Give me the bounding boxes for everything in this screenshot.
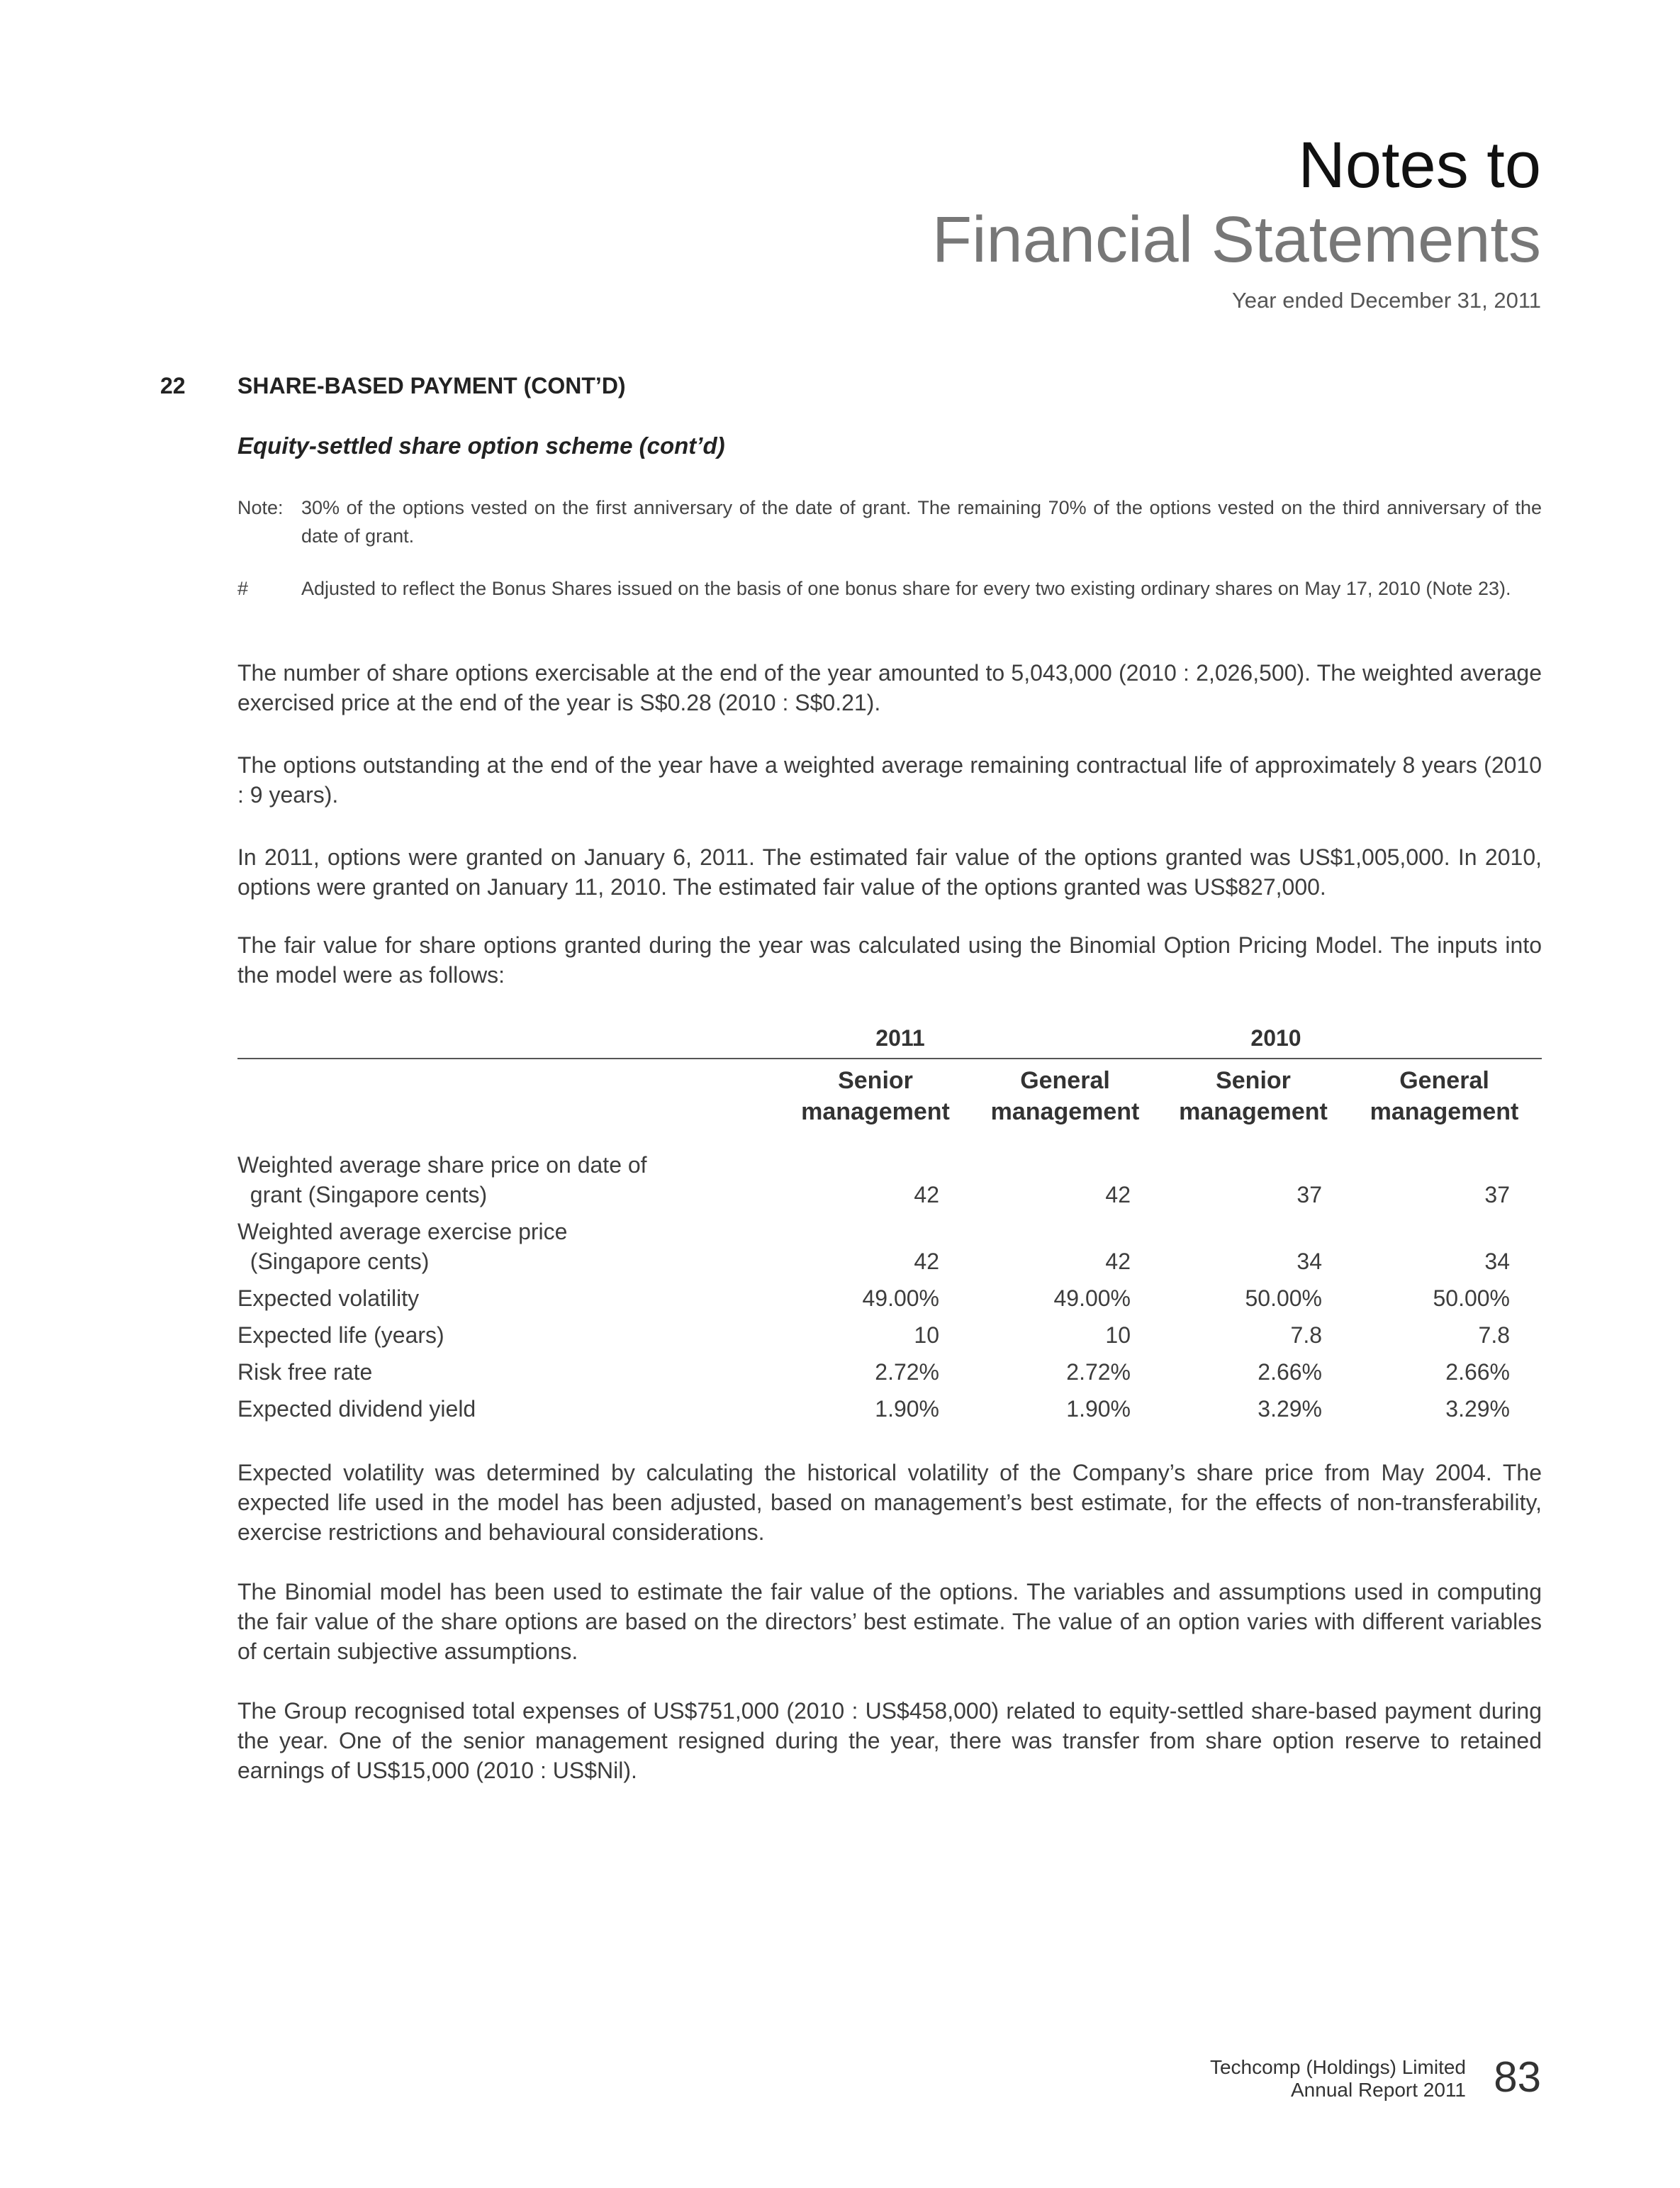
footer-company-block bbox=[1210, 2056, 1466, 2102]
section-subtitle: Equity-settled share option scheme (cont’d) bbox=[237, 432, 725, 459]
header-subtitle: Year ended December 31, 2011 bbox=[1231, 288, 1541, 313]
column-header-line1: Senior bbox=[1216, 1067, 1291, 1094]
note-bonus-shares bbox=[237, 574, 1542, 603]
column-header bbox=[1357, 1065, 1531, 1127]
table-cell: 42 bbox=[1105, 1182, 1131, 1207]
table-cell: 42 bbox=[914, 1182, 939, 1207]
table-cell: 7.8 bbox=[1478, 1322, 1510, 1348]
paragraph-expenses: The Group recognised total expenses of US$751,000 (2010 : US$458,000) related to equity-settled share-based payment during the year. One of the senior management resigned during the year, there was transfer from share option reserve to retained earnings of US$15,000 (2010 : US$Nil). bbox=[237, 1698, 1542, 1783]
paragraph-granted: In 2011, options were granted on January 6, 2011. The estimated fair value of the options granted was US$1,005,000. In 2010, options were granted on January 11, 2010. The estimated fair value of the options granted was US$827,000. bbox=[237, 844, 1542, 900]
column-header bbox=[978, 1065, 1152, 1127]
table-cell: 3.29% bbox=[1258, 1396, 1322, 1422]
column-header-line1: Senior bbox=[838, 1067, 913, 1094]
paragraph-outstanding: The options outstanding at the end of the year have a weighted average remaining contractual life of approximately 8 years (2010 : 9 years). bbox=[237, 752, 1542, 808]
table-cell: 10 bbox=[1105, 1322, 1131, 1348]
header-title-line1: Notes to bbox=[1298, 129, 1541, 201]
table-cell: 49.00% bbox=[862, 1285, 939, 1311]
table-cell: 2.66% bbox=[1445, 1359, 1510, 1385]
section-title: SHARE-BASED PAYMENT (CONT’D) bbox=[237, 373, 626, 398]
footer-company: Techcomp (Holdings) Limited bbox=[1209, 2056, 1466, 2078]
footer-report: Annual Report 2011 bbox=[1291, 2079, 1466, 2101]
row-label-cont: (Singapore cents) bbox=[237, 1249, 430, 1274]
row-label: Expected volatility bbox=[237, 1285, 420, 1311]
row-label: Expected dividend yield bbox=[237, 1396, 476, 1422]
column-header bbox=[790, 1065, 961, 1127]
table-cell: 3.29% bbox=[1445, 1396, 1510, 1422]
table-cell: 34 bbox=[1297, 1249, 1322, 1274]
section-number: 22 bbox=[160, 373, 186, 398]
year-header-2011: 2011 bbox=[875, 1025, 925, 1051]
column-header bbox=[1167, 1065, 1339, 1127]
row-label: Expected life (years) bbox=[237, 1322, 444, 1348]
table-cell: 1.90% bbox=[875, 1396, 939, 1422]
table-rule bbox=[237, 1058, 1542, 1059]
table-cell: 42 bbox=[1105, 1249, 1131, 1274]
table-cell: 37 bbox=[1297, 1182, 1322, 1207]
header-title-line2: Financial Statements bbox=[931, 203, 1541, 276]
paragraph-binomial: The Binomial model has been used to estimate the fair value of the options. The variables and assumptions used in computing the fair value of the share options are based on the directors’ best estimate. The value of an option varies with different variables of certain subjective assumptions. bbox=[237, 1579, 1542, 1664]
paragraph-fair-value-intro: The fair value for share options granted during the year was calculated using the Binomial Option Pricing Model. The inputs into the model were as follows: bbox=[237, 932, 1542, 988]
paragraph-volatility: Expected volatility was determined by calculating the historical volatility of the Company’s share price from May 2004. The expected life used in the model has been adjusted, based on management’s best estimate, for the effects of non-transferability, exercise restrictions and behavioural considerations. bbox=[237, 1460, 1542, 1545]
note-text: 30% of the options vested on the first anniversary of the date of grant. The remaining 70% of the options vested on the third anniversary of the date of grant. bbox=[301, 497, 1542, 547]
year-header-2010: 2010 bbox=[1250, 1025, 1301, 1051]
table-cell: 37 bbox=[1484, 1182, 1510, 1207]
row-label-cont: grant (Singapore cents) bbox=[237, 1182, 488, 1207]
table-cell: 2.72% bbox=[1066, 1359, 1131, 1385]
table-cell: 7.8 bbox=[1290, 1322, 1322, 1348]
row-label: Weighted average exercise price bbox=[237, 1219, 568, 1244]
table-cell: 34 bbox=[1484, 1249, 1510, 1274]
column-header-line1: General bbox=[1399, 1067, 1489, 1094]
table-cell: 50.00% bbox=[1433, 1285, 1510, 1311]
column-header-line2: management bbox=[1370, 1098, 1519, 1125]
table-cell: 2.72% bbox=[875, 1359, 939, 1385]
page-number: 83 bbox=[1494, 2053, 1541, 2101]
paragraph-exercisable: The number of share options exercisable at the end of the year amounted to 5,043,000 (2010 : 2,026,500). The weighted average exercised price at the end of the year is S$0.28 (2010 : S$0.21). bbox=[237, 660, 1542, 715]
page-header bbox=[932, 128, 1541, 313]
table-cell: 49.00% bbox=[1053, 1285, 1131, 1311]
table-cell: 42 bbox=[914, 1249, 939, 1274]
table-cell: 10 bbox=[914, 1322, 939, 1348]
column-header-line2: management bbox=[990, 1098, 1140, 1125]
table-cell: 2.66% bbox=[1258, 1359, 1322, 1385]
row-label: Weighted average share price on date of bbox=[237, 1152, 647, 1178]
note-vesting bbox=[237, 493, 1542, 550]
column-header-line1: General bbox=[1020, 1067, 1110, 1094]
table-cell: 50.00% bbox=[1245, 1285, 1322, 1311]
column-header-line2: management bbox=[801, 1098, 950, 1125]
table-cell: 1.90% bbox=[1066, 1396, 1131, 1422]
note-mark: Note: bbox=[237, 497, 284, 518]
note-mark: # bbox=[237, 578, 249, 599]
note-text: Adjusted to reflect the Bonus Shares issued on the basis of one bonus share for every two existing ordinary shares on May 17, 2010 (Note 23). bbox=[301, 578, 1511, 599]
row-label: Risk free rate bbox=[237, 1359, 373, 1385]
column-header-line2: management bbox=[1179, 1098, 1328, 1125]
